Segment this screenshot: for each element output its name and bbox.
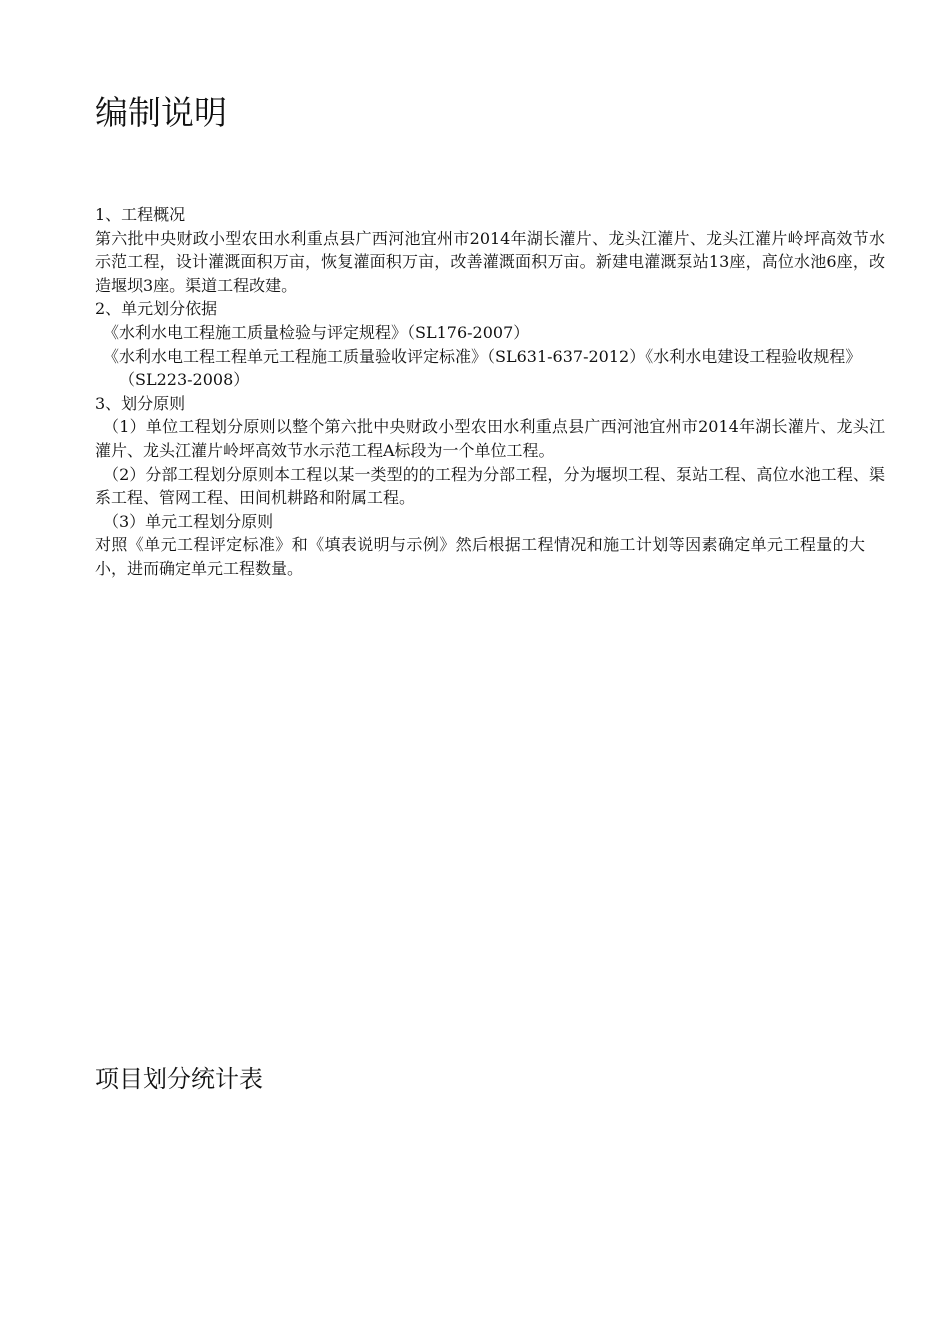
section-heading-basis: 2、单元划分依据 xyxy=(95,299,218,319)
principle-element-project-heading: （3）单元工程划分原则 xyxy=(103,511,274,531)
reference-sl176: 《水利水电工程施工质量检验与评定规程》（SL176-2007） xyxy=(103,322,530,342)
principle-unit-project: （1）单位工程划分原则以整个第六批中央财政小型农田水利重点县广西河池宜州市2014年湖长灌片、龙头江灌片、龙头江灌片岭坪高效节水示范工程A标段为一个单位工程。 xyxy=(95,417,885,460)
principle-element-project-body: 对照《单元工程评定标准》和《填表说明与示例》然后根据工程情况和施工计划等因素确定单元工程量的大小，进而确定单元工程数量。 xyxy=(95,535,865,578)
document-title: 编制说明 xyxy=(95,93,227,132)
section-heading-principles: 3、划分原则 xyxy=(95,393,186,413)
reference-sl631-sl223: 《水利水电工程工程单元工程施工质量验收评定标准》（SL631-637-2012）《水利水电建设工程验收规程》（SL223-2008） xyxy=(103,346,862,390)
section-title-statistics-table: 项目划分统计表 xyxy=(95,1065,263,1093)
document-body xyxy=(95,203,885,581)
section-heading-overview: 1、工程概况 xyxy=(95,205,186,224)
overview-paragraph: 第六批中央财政小型农田水利重点县广西河池宜州市2014年湖长灌片、龙头江灌片、龙头江灌片岭坪高效节水示范工程，设计灌溉面积万亩，恢复灌面积万亩，改善灌溉面积万亩。新建电灌溉泵站13座，高位水池6座，改造堰坝3座。渠道工程改建。 xyxy=(95,228,885,295)
principle-sub-project: （2）分部工程划分原则本工程以某一类型的的工程为分部工程，分为堰坝工程、泵站工程、高位水池工程、渠系工程、管网工程、田间机耕路和附属工程。 xyxy=(95,464,885,508)
